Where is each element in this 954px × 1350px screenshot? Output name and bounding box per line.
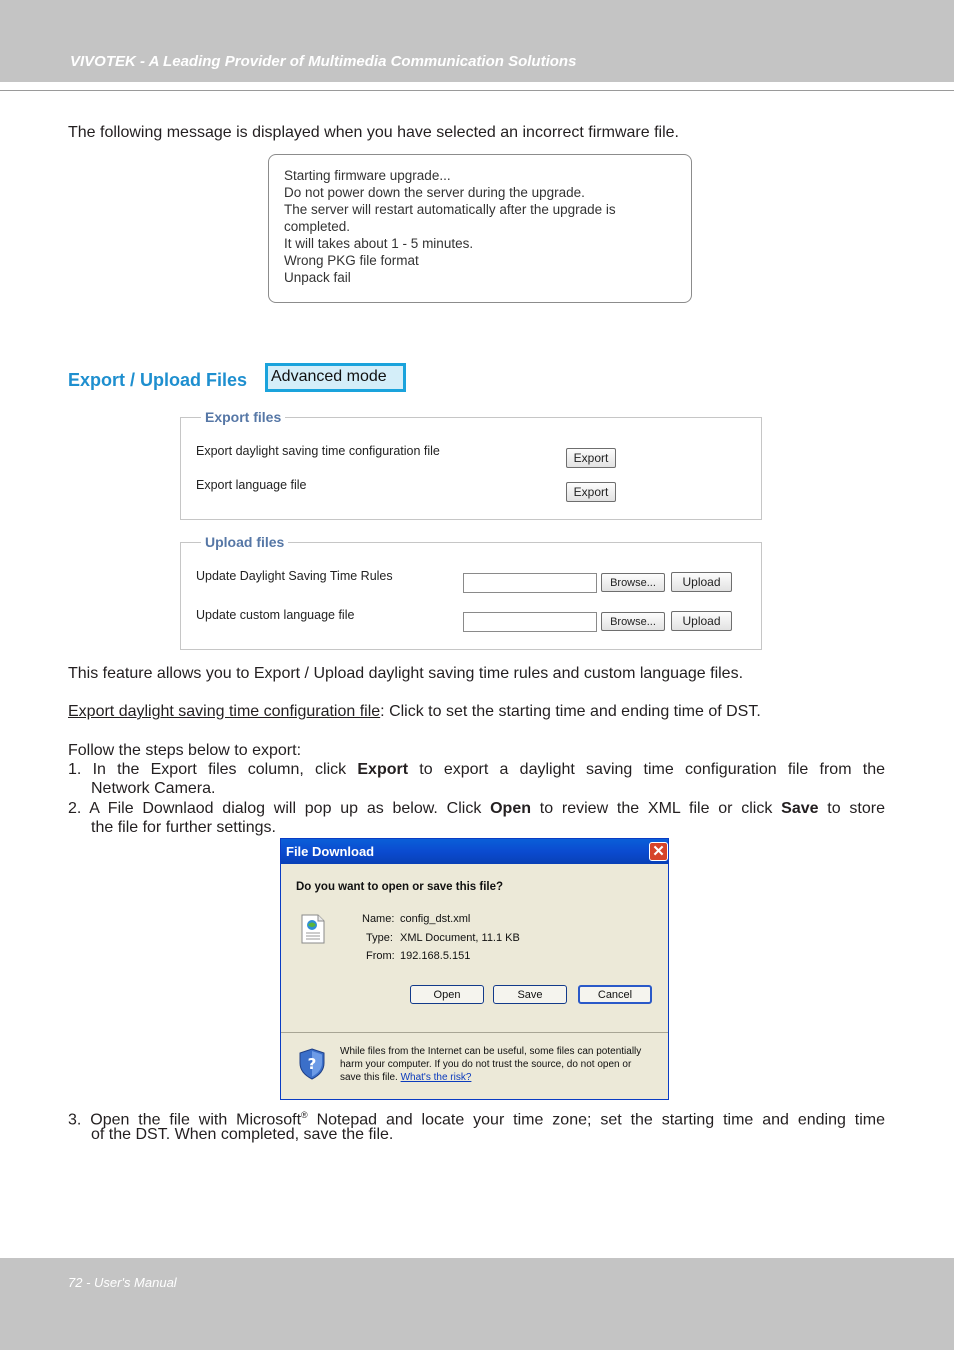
export-dst-label: Export daylight saving time configuration file	[196, 444, 440, 458]
registered-mark: ®	[301, 1110, 308, 1120]
step-2-line-2: the file for further settings.	[91, 819, 276, 836]
step-1-line	[68, 760, 885, 779]
step-2-text-cont: to review the XML file or click	[531, 800, 782, 817]
advanced-mode-label: Advanced mode	[271, 368, 387, 385]
intro-text: The following message is displayed when you have selected an incorrect firmware file.	[68, 124, 679, 141]
cancel-button[interactable]: Cancel	[578, 985, 652, 1004]
message-line: completed.	[284, 219, 351, 234]
dialog-question: Do you want to open or save this file?	[296, 881, 504, 893]
file-download-dialog	[280, 838, 669, 1100]
feature-description: This feature allows you to Export / Upload daylight saving time rules and custom language files.	[68, 665, 744, 682]
message-line: It will takes about 1 - 5 minutes.	[284, 236, 474, 251]
step-2-bold-open: Open	[490, 800, 531, 817]
message-line: Starting firmware upgrade...	[284, 168, 451, 183]
message-line: The server will restart automatically after the upgrade is	[284, 202, 616, 217]
header-divider	[0, 90, 954, 91]
message-line: Do not power down the server during the upgrade.	[284, 185, 585, 200]
step-1-bold: Export	[357, 761, 409, 778]
page-footer	[0, 1258, 954, 1350]
export-dst-term: Export daylight saving time configuration file	[68, 703, 381, 720]
export-language-label: Export language file	[196, 478, 307, 492]
xml-file-icon	[300, 914, 326, 949]
step-1-text-cont: to export a daylight saving time configuration file from the	[408, 761, 885, 778]
svg-text:?: ?	[307, 1055, 317, 1073]
whats-the-risk-link[interactable]: What's the risk?	[400, 1072, 472, 1083]
export-dst-button[interactable]: Export	[566, 448, 616, 468]
section-title: Export / Upload Files	[68, 370, 248, 390]
upload-language-upload-button[interactable]: Upload	[671, 611, 732, 631]
security-shield-icon	[298, 1048, 326, 1085]
dialog-title: File Download	[286, 844, 375, 859]
upload-language-label: Update custom language file	[196, 608, 355, 622]
message-line: Wrong PKG file format	[284, 253, 419, 268]
step-2-line	[68, 799, 885, 818]
footer-page-label: 72 - User's Manual	[68, 1275, 177, 1290]
dialog-separator	[281, 1032, 668, 1033]
from-label: From:	[366, 950, 395, 962]
export-language-button[interactable]: Export	[566, 482, 616, 502]
upload-dst-file-input[interactable]	[463, 573, 597, 593]
step-3-text-cont: Notepad and locate your time zone; set the starting time and ending time	[307, 1111, 885, 1129]
upload-language-browse-button[interactable]: Browse...	[601, 612, 665, 631]
save-button[interactable]: Save	[493, 985, 567, 1004]
upload-files-legend: Upload files	[201, 534, 288, 550]
from-value: 192.168.5.151	[400, 950, 471, 962]
warning-line-2: harm your computer. If you do not trust the source, do not open or	[340, 1059, 632, 1070]
step-3-text: 3. Open the file with Microsoft	[68, 1111, 302, 1129]
open-button[interactable]: Open	[410, 985, 484, 1004]
step-2-text-end: to store	[818, 800, 886, 817]
warning-line-3	[340, 1072, 471, 1083]
step-2-bold-save: Save	[781, 800, 819, 817]
export-files-panel	[180, 409, 762, 520]
name-label: Name:	[362, 913, 395, 925]
message-line: Unpack fail	[284, 270, 351, 285]
warning-line-1: While files from the Internet can be useful, some files can potentially	[340, 1046, 642, 1057]
export-dst-desc: : Click to set the starting time and ending time of DST.	[380, 703, 761, 720]
warning-line-3-text: save this file.	[340, 1072, 401, 1083]
upload-language-file-input[interactable]	[463, 612, 597, 632]
header-title: VIVOTEK - A Leading Provider of Multimedia Communication Solutions	[70, 53, 577, 70]
upload-dst-browse-button[interactable]: Browse...	[601, 573, 665, 592]
step-1-text: 1. In the Export files column, click	[68, 761, 358, 778]
follow-steps-text: Follow the steps below to export:	[68, 742, 302, 759]
upload-dst-label: Update Daylight Saving Time Rules	[196, 569, 393, 583]
export-dst-paragraph	[68, 702, 761, 721]
close-icon[interactable]: ✕	[649, 842, 668, 861]
type-value: XML Document, 11.1 KB	[400, 932, 520, 944]
step-3-line-2: of the DST. When completed, save the file.	[91, 1126, 394, 1143]
step-1-line-2: Network Camera.	[91, 780, 216, 797]
upload-dst-upload-button[interactable]: Upload	[671, 572, 732, 592]
export-files-legend: Export files	[201, 409, 285, 425]
step-2-text: 2. A File Downlaod dialog will pop up as below. Click	[68, 800, 491, 817]
type-label: Type:	[366, 932, 393, 944]
name-value: config_dst.xml	[400, 913, 471, 925]
